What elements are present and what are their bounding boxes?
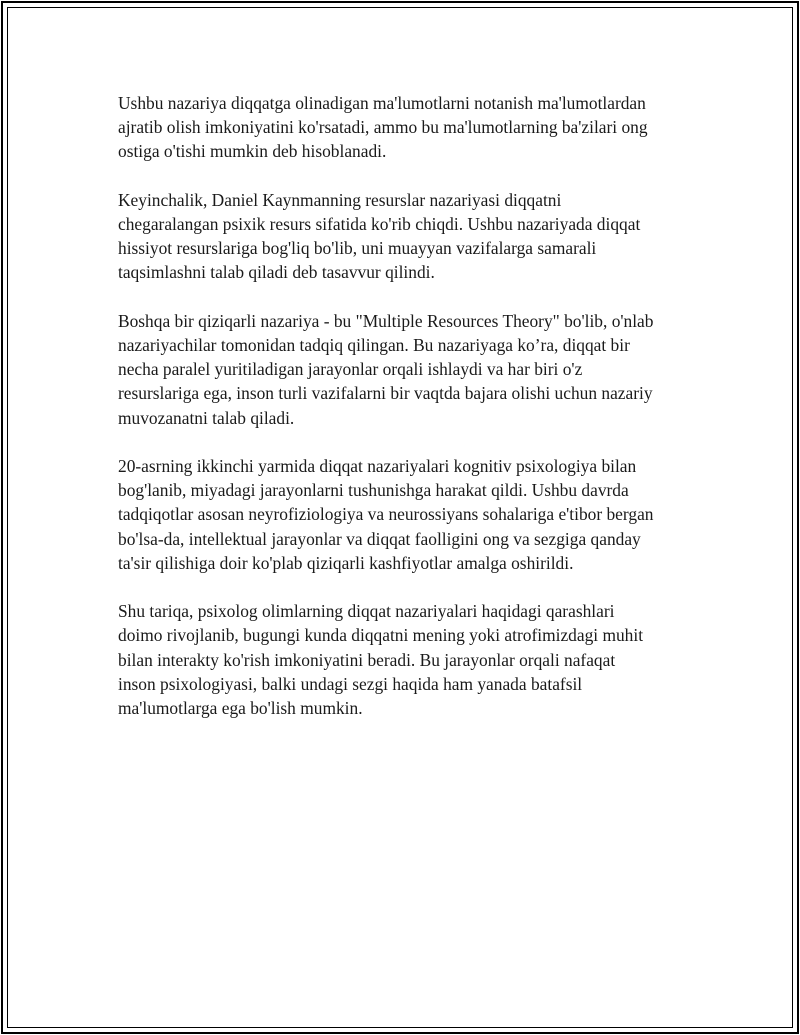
paragraph-1: Ushbu nazariya diqqatga olinadigan ma'lumotlarni notanish ma'lumotlardan ajratib olish imkoniyatini ko'rsatadi, ammo bu ma'lumotlarning ba'zilari ong ostiga o'tishi mumkin deb hisoblanadi.	[118, 93, 648, 162]
document-body	[118, 91, 698, 744]
paragraph-5: Shu tariqa, psixolog olimlarning diqqat nazariyalari haqidagi qarashlari doimo rivojlanib, bugungi kunda diqqatni mening yoki atrofimizdagi muhit bilan interakty ko'rish imkoniyatini beradi. Bu jarayonlar orqali nafaqat inson psixologiyasi, balki undagi sezgi haqida ham yanada batafsil ma'lumotlarga ega bo'lish mumkin.	[118, 601, 644, 719]
paragraph-4: 20-asrning ikkinchi yarmida diqqat nazariyalari kognitiv psixologiya bilan bog'lanib, miyadagi jarayonlarni tushunishga harakat qildi. Ushbu davrda tadqiqotlar asosan neyrofiziologiya va neurossiyans sohalariga e'tibor bergan bo'lsa-da, intellektual jarayonlar va diqqat faolligini ong va sezgiga qanday ta'sir qilishiga doir ko'plab qiziqarli kashfiyotlar amalga oshirildi.	[118, 456, 654, 573]
paragraph-2: Keyinchalik, Daniel Kaynmanning resurslar nazariyasi diqqatni chegaralangan psixik resurs sifatida ko'rib chiqdi. Ushbu nazariyada diqqat hissiyot resurslariga bog'liq bo'lib, uni muayyan vazifalarga samarali taqsimlashni talab qiladi deb tasavvur qilindi.	[118, 189, 641, 283]
paragraph-3: Boshqa bir qiziqarli nazariya - bu "Multiple Resources Theory" bo'lib, o'nlab nazariyachilar tomonidan tadqiq qilingan. Bu nazariyaga ko’ra, diqqat bir necha paralel yuritiladigan jarayonlar orqali ishlaydi va har biri o'z resurslariga ega, inson turli vazifalarni bir vaqtda bajara olishi uchun nazariy muvozanatni talab qiladi.	[118, 310, 654, 428]
